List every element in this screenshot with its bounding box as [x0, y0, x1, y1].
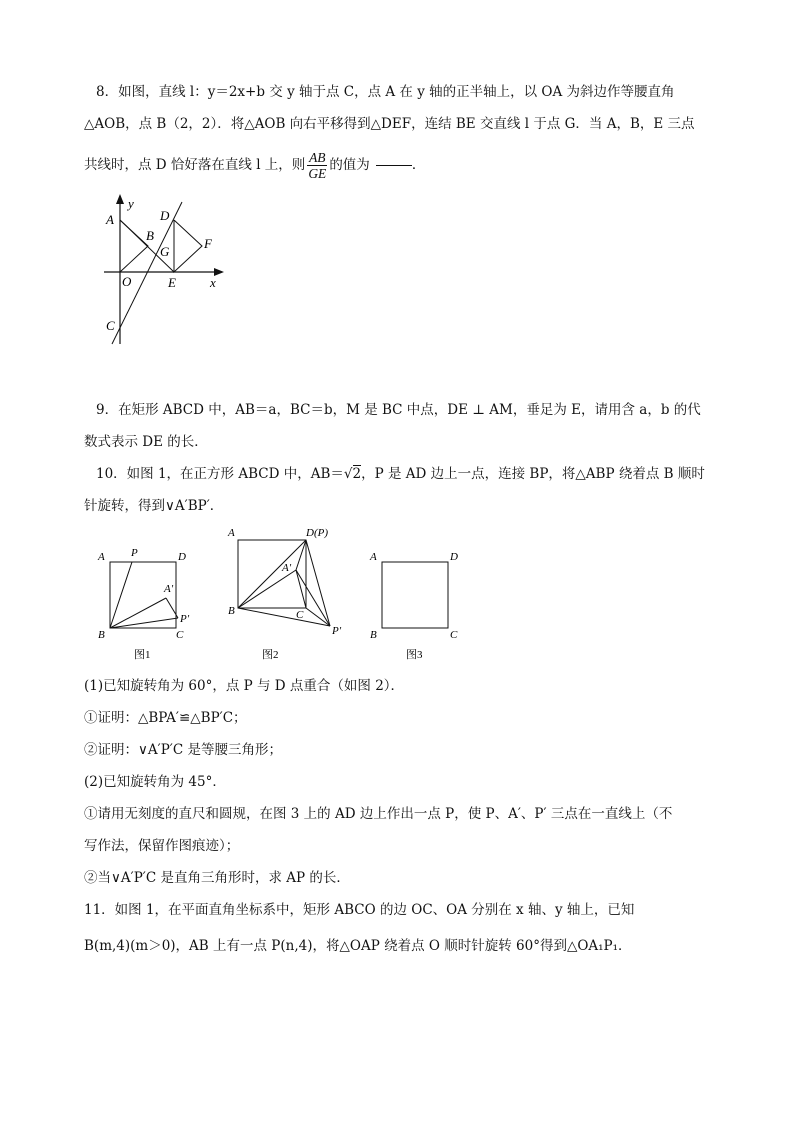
label-p: P [131, 547, 138, 559]
label-a-prime: A′ [282, 562, 292, 574]
q11-line2: B(m,4)(m＞0)，AB 上有一点 P(n,4)，将△OAP 绕着点 O 顺时针旋转 60°得到△OA₁P₁． [84, 938, 632, 954]
q10-part2: (2)已知旋转角为 45°． [84, 774, 226, 790]
label-b: B [228, 605, 235, 617]
fraction-numerator: AB [309, 150, 326, 165]
sqrt-symbol: √ [343, 466, 353, 482]
label-b: B [146, 228, 154, 243]
label-a: A [106, 212, 114, 227]
label-a-prime: A′ [164, 583, 174, 595]
q10-figure-2 [226, 524, 356, 664]
q10-part1a: ①证明：△BPA′≌△BP′C； [84, 710, 247, 726]
q9-line2: 数式表示 DE 的长． [84, 434, 208, 450]
label-d: D [160, 208, 170, 223]
caption-fig3: 图3 [406, 649, 423, 661]
square-abcd [382, 562, 448, 628]
label-d-p: D(P) [306, 527, 328, 539]
label-g: G [160, 244, 170, 259]
q8-line1: 8．如图，直线 l：y＝2x+b 交 y 轴于点 C，点 A 在 y 轴的正半轴上，以 OA 为斜边作等腰直角 [96, 84, 675, 100]
segment-dp1 [306, 540, 330, 626]
label-a: A [228, 527, 235, 539]
q10-part2b: ②当∨A′P′C 是直角三角形时，求 AP 的长． [84, 870, 350, 886]
q8-figure [100, 194, 230, 344]
segment-bp1 [238, 608, 330, 626]
q10-part1: (1)已知旋转角为 60°，点 P 与 D 点重合（如图 2）． [84, 678, 405, 694]
label-b: B [370, 629, 377, 641]
triangle-def [174, 220, 202, 272]
fraction-denominator: GE [308, 166, 327, 181]
q11-line1: 11．如图 1，在平面直角坐标系中，矩形 ABCO 的边 OC、OA 分别在 x 轴、y 轴上，已知 [84, 902, 635, 918]
label-c: C [296, 609, 304, 621]
q8-line2: △AOB，点 B（2，2）．将△AOB 向右平移得到△DEF，连结 BE 交直线 l 于点 G．当 A，B，E 三点 [84, 116, 695, 132]
caption-fig1: 图1 [134, 649, 151, 661]
sqrt-value: 2 [352, 466, 362, 482]
q8-line3-post: 的值为 [329, 157, 370, 173]
segment-a1c [296, 570, 306, 608]
q10-part1b: ②证明：∨A′P′C 是等腰三角形； [84, 742, 282, 758]
label-b: B [98, 629, 105, 641]
q8-line3 [84, 150, 425, 181]
q10-line1 [96, 464, 705, 484]
segment-bd [238, 540, 306, 608]
q8-fraction [307, 150, 327, 181]
label-a: A [98, 551, 105, 563]
q8-line3-text: 共线时，点 D 恰好落在直线 l 上，则 [84, 157, 306, 173]
caption-fig2: 图2 [262, 649, 279, 661]
answer-blank [376, 165, 412, 166]
label-c: C [176, 629, 184, 641]
square-abcd [110, 562, 176, 628]
q10-line2: 针旋转，得到∨A′BP′． [84, 498, 224, 514]
q10-part2a-line2: 写作法，保留作图痕迹）； [84, 838, 240, 854]
triangle-aob [120, 220, 148, 272]
q9-line1: 9．在矩形 ABCD 中，AB＝a，BC＝b，M 是 BC 中点，DE ⊥ AM，垂足为 E，请用含 a，b 的代 [96, 402, 701, 418]
label-c: C [106, 318, 115, 333]
q10-figure-3 [368, 546, 468, 662]
q10-line1-text: 10．如图 1，在正方形 ABCD 中，AB＝ [96, 466, 344, 482]
q8-line3-end: ． [411, 157, 426, 173]
q10-line1-post: ，P 是 AD 边上一点，连接 BP，将△ABP 绕着点 B 顺时 [361, 466, 705, 482]
label-e: E [168, 275, 176, 290]
label-x: x [210, 275, 216, 290]
label-p-prime: P′ [180, 613, 190, 625]
q10-figure-1 [98, 546, 202, 662]
label-f: F [204, 236, 212, 251]
line-l [112, 202, 182, 344]
label-p-prime: P′ [332, 625, 342, 637]
segment-ba1 [238, 570, 296, 608]
q10-part2a-line1: ①请用无刻度的直尺和圆规，在图 3 上的 AD 边上作出一点 P，使 P、A′、P′ 三点在一直线上（不 [84, 806, 673, 822]
label-c: C [450, 629, 458, 641]
label-a: A [370, 551, 377, 563]
label-o: O [122, 274, 132, 289]
label-d: D [178, 551, 186, 563]
y-axis-arrow [116, 194, 124, 204]
label-d: D [450, 551, 458, 563]
label-y: y [128, 196, 134, 211]
